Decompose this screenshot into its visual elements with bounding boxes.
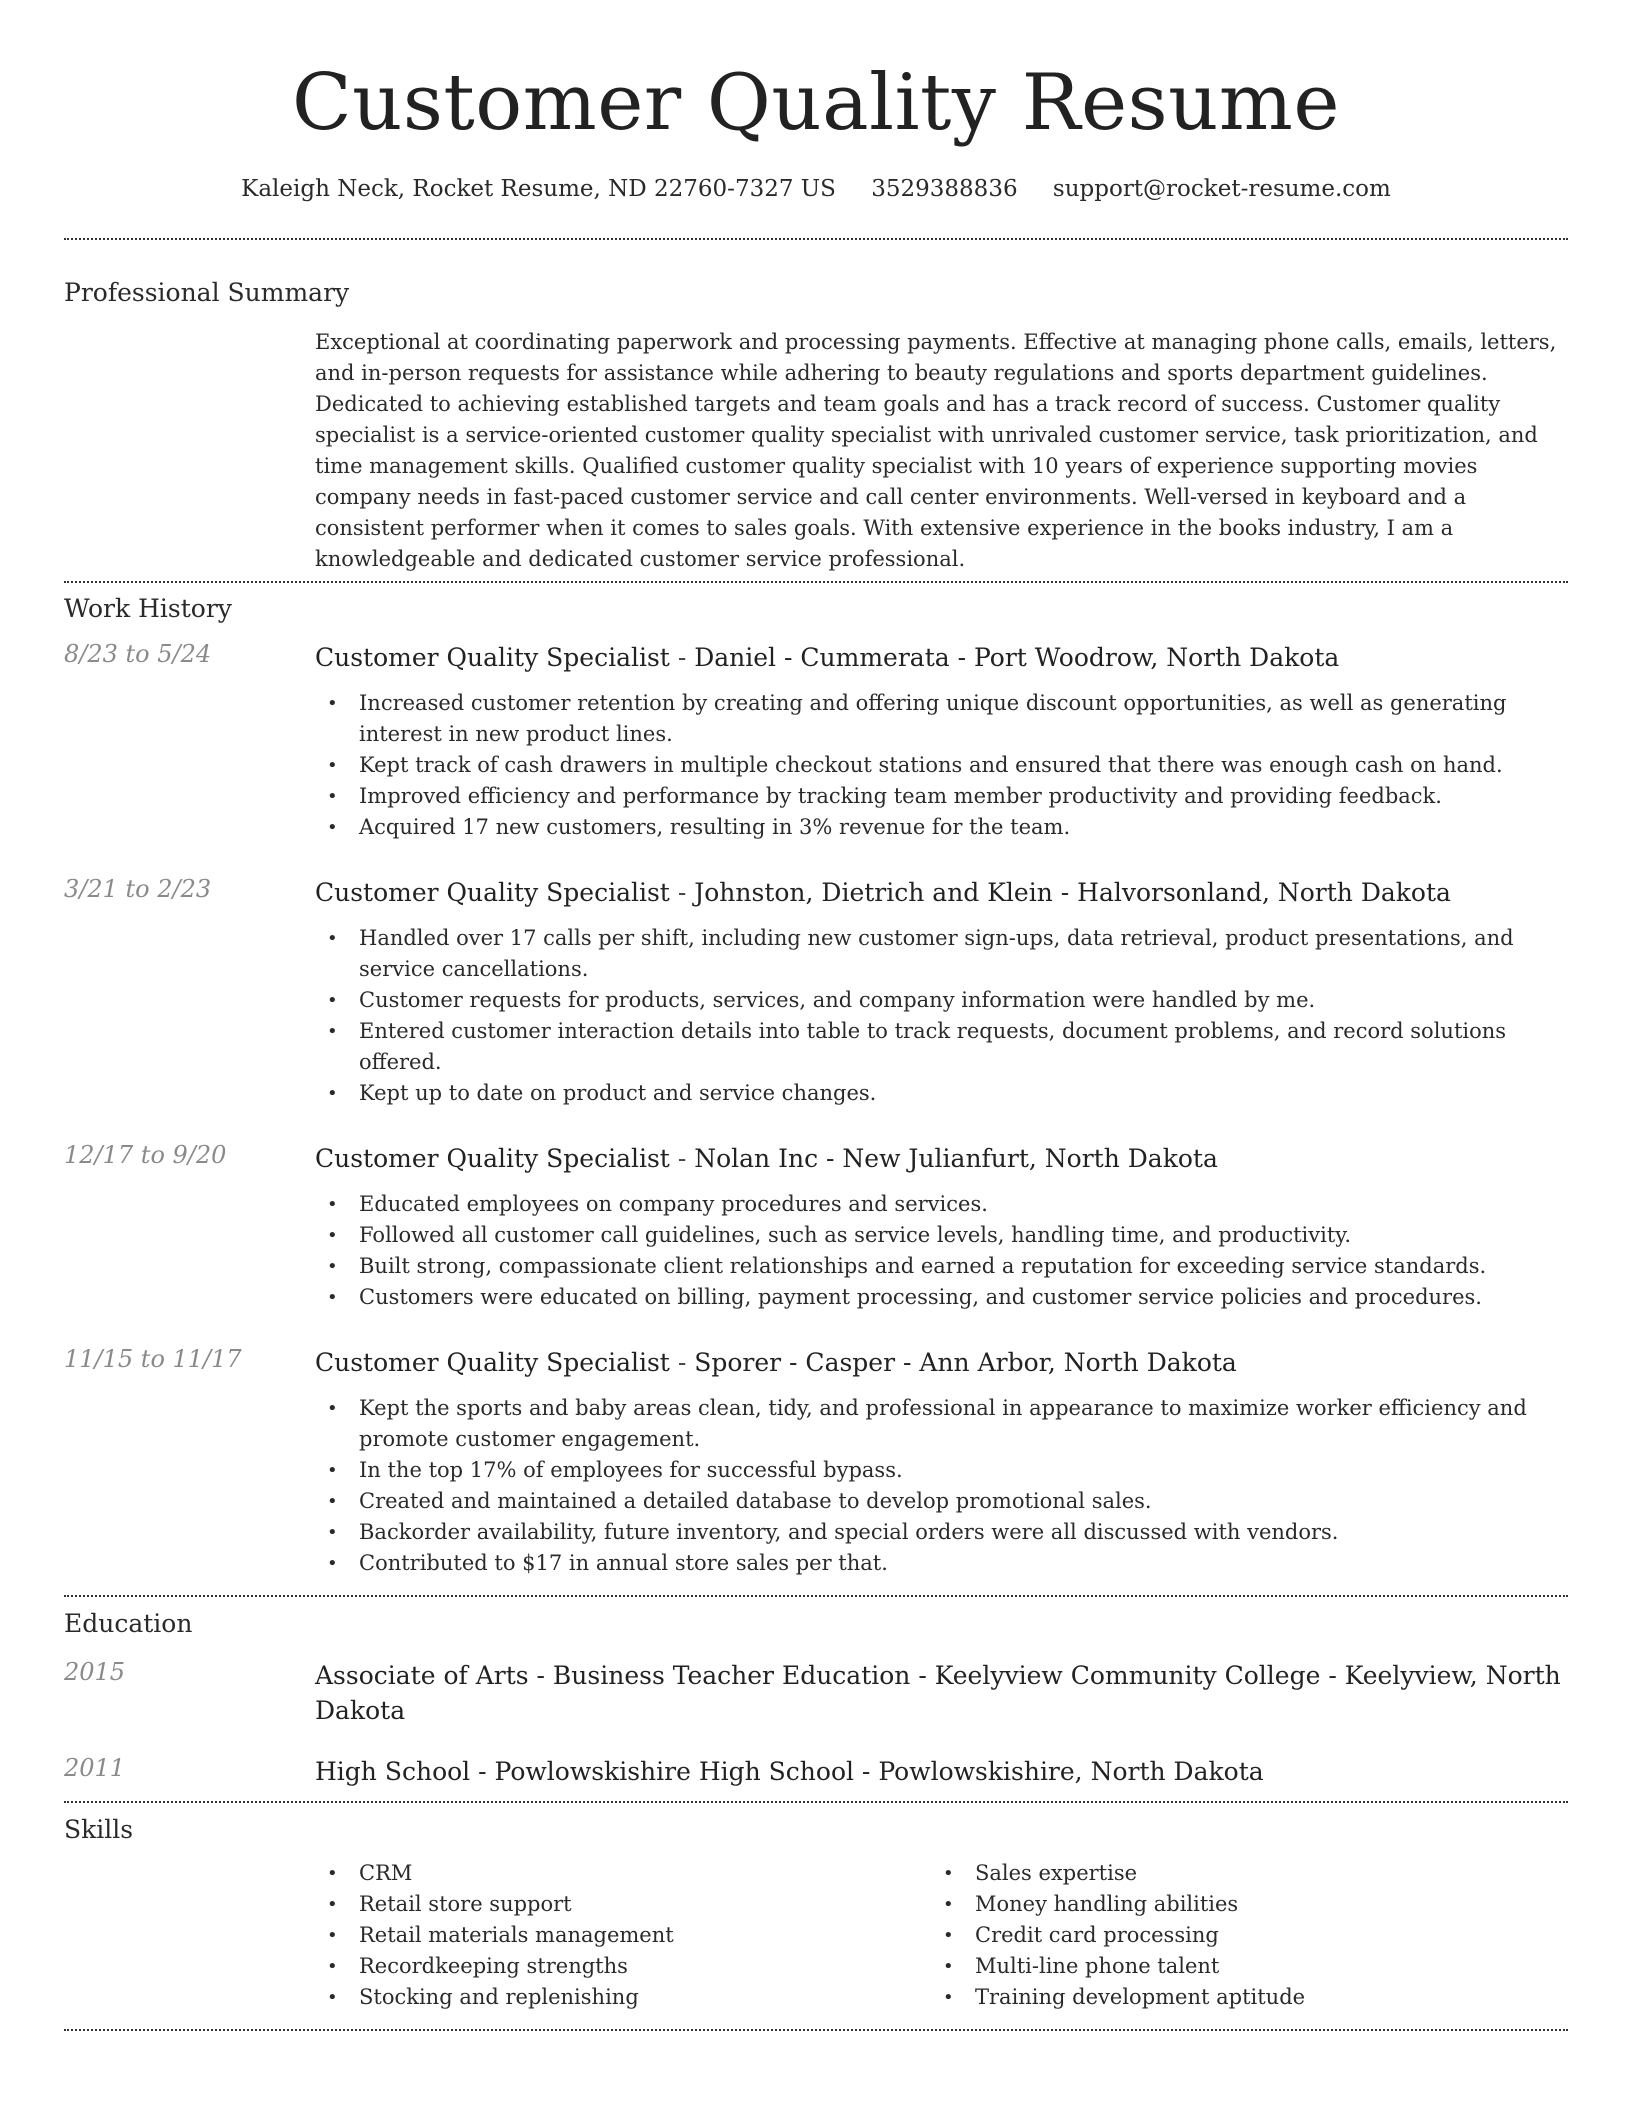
job-employer: Sporer - Casper - Ann Arbor, North Dakota [694, 1348, 1237, 1377]
skills-list [315, 1858, 1568, 2013]
contact-email: support@rocket-resume.com [1052, 176, 1391, 202]
job-separator: - [677, 878, 695, 907]
job-heading [315, 1141, 1568, 1176]
job-employer: Daniel - Cummerata - Port Woodrow, North Dakota [694, 643, 1340, 672]
education-text: Associate of Arts - Business Teacher Education - Keelyview Community College - Keelyview, North Dakota [315, 1661, 1561, 1725]
section-title-education: Education [64, 1609, 193, 1638]
list-item: • Training development aptitude [931, 1982, 1547, 2013]
list-item: • Contributed to $17 in annual store sales per that. [315, 1548, 1568, 1579]
job-dates: 8/23 to 5/24 [64, 640, 212, 668]
summary-text: Exceptional at coordinating paperwork and processing payments. Effective at managing phone calls, emails, letters, and in-person requests for assistance while adhering to beauty regulations and sports department guidelines. Dedicated to achieving established targets and team goals and has a track record of success. Customer quality specialist is a service-oriented customer quality specialist with unrivaled customer service, task prioritization, and time management skills. Qualified customer quality specialist with 10 years of experience supporting movies company needs in fast-paced customer service and call center environments. Well-versed in keyboard and a consistent performer when it comes to sales goals. With extensive experience in the books industry, I am a knowledgeable and dedicated customer service professional. [315, 330, 1557, 571]
contact-line [64, 176, 1568, 202]
list-item: • Entered customer interaction details into table to track requests, document problems, and record solutions offered. [315, 1016, 1568, 1078]
job-bullets [315, 1189, 1568, 1313]
education-year: 2015 [64, 1658, 126, 1686]
list-item: • Recordkeeping strengths [315, 1951, 931, 1982]
job-title: Customer Quality Specialist [315, 1348, 670, 1377]
divider [64, 2029, 1568, 2031]
job-entry [64, 875, 1568, 1109]
job-heading [315, 875, 1568, 910]
list-item: • Stocking and replenishing [315, 1982, 931, 2013]
list-item: • Increased customer retention by creating and offering unique discount opportunities, as well as generating interest in new product lines. [315, 688, 1568, 750]
page-title: Customer Quality Resume [291, 58, 1340, 148]
education-entry [64, 1754, 1568, 1789]
job-separator: - [677, 1348, 695, 1377]
job-entry [64, 640, 1568, 843]
list-item: • Followed all customer call guidelines, such as service levels, handling time, and productivity. [315, 1220, 1568, 1251]
job-employer: Nolan Inc - New Julianfurt, North Dakota [694, 1144, 1218, 1173]
education-year: 2011 [64, 1754, 126, 1782]
section-title-skills: Skills [64, 1815, 134, 1844]
contact-phone: 3529388836 [871, 176, 1018, 202]
job-dates: 12/17 to 9/20 [64, 1141, 227, 1169]
list-item: • Customers were educated on billing, payment processing, and customer service policies and procedures. [315, 1282, 1568, 1313]
list-item: • Kept track of cash drawers in multiple checkout stations and ensured that there was enough cash on hand. [315, 750, 1568, 781]
list-item: • Created and maintained a detailed database to develop promotional sales. [315, 1486, 1568, 1517]
list-item: • Educated employees on company procedures and services. [315, 1189, 1568, 1220]
divider [64, 1595, 1568, 1597]
divider [64, 1801, 1568, 1803]
skills-column-right [931, 1858, 1547, 2013]
list-item: • CRM [315, 1858, 931, 1889]
list-item: • Improved efficiency and performance by tracking team member productivity and providing feedback. [315, 781, 1568, 812]
list-item: • Handled over 17 calls per shift, including new customer sign-ups, data retrieval, product presentations, and service cancellations. [315, 923, 1568, 985]
job-bullets [315, 1393, 1568, 1579]
section-title-work: Work History [64, 594, 232, 623]
list-item: • Backorder availability, future inventory, and special orders were all discussed with vendors. [315, 1517, 1568, 1548]
contact-address: Kaleigh Neck, Rocket Resume, ND 22760-7327 US [241, 176, 836, 202]
job-entry [64, 1141, 1568, 1313]
divider [64, 238, 1568, 240]
education-text: High School - Powlowskishire High School - Powlowskishire, North Dakota [315, 1757, 1264, 1786]
list-item: • Sales expertise [931, 1858, 1547, 1889]
divider [64, 581, 1568, 583]
job-title: Customer Quality Specialist [315, 643, 670, 672]
list-item: • Money handling abilities [931, 1889, 1547, 1920]
job-entry [64, 1345, 1568, 1579]
job-heading [315, 1345, 1568, 1380]
list-item: • Built strong, compassionate client relationships and earned a reputation for exceeding service standards. [315, 1251, 1568, 1282]
list-item: • Multi-line phone talent [931, 1951, 1547, 1982]
job-dates: 3/21 to 2/23 [64, 875, 212, 903]
job-bullets [315, 923, 1568, 1109]
skills-column-left [315, 1858, 931, 2013]
education-entry [64, 1658, 1568, 1728]
list-item: • Kept the sports and baby areas clean, tidy, and professional in appearance to maximize worker efficiency and promote customer engagement. [315, 1393, 1568, 1455]
job-title: Customer Quality Specialist [315, 878, 670, 907]
job-employer: Johnston, Dietrich and Klein - Halvorsonland, North Dakota [694, 878, 1451, 907]
job-heading [315, 640, 1568, 675]
section-title-summary: Professional Summary [64, 278, 350, 307]
list-item: • Retail materials management [315, 1920, 931, 1951]
list-item: • Customer requests for products, services, and company information were handled by me. [315, 985, 1568, 1016]
job-title: Customer Quality Specialist [315, 1144, 670, 1173]
job-separator: - [677, 643, 695, 672]
list-item: • Kept up to date on product and service changes. [315, 1078, 1568, 1109]
list-item: • In the top 17% of employees for successful bypass. [315, 1455, 1568, 1486]
job-separator: - [677, 1144, 695, 1173]
job-dates: 11/15 to 11/17 [64, 1345, 242, 1373]
resume-page [64, 0, 1568, 2031]
list-item: • Acquired 17 new customers, resulting in 3% revenue for the team. [315, 812, 1568, 843]
list-item: • Credit card processing [931, 1920, 1547, 1951]
list-item: • Retail store support [315, 1889, 931, 1920]
job-bullets [315, 688, 1568, 843]
